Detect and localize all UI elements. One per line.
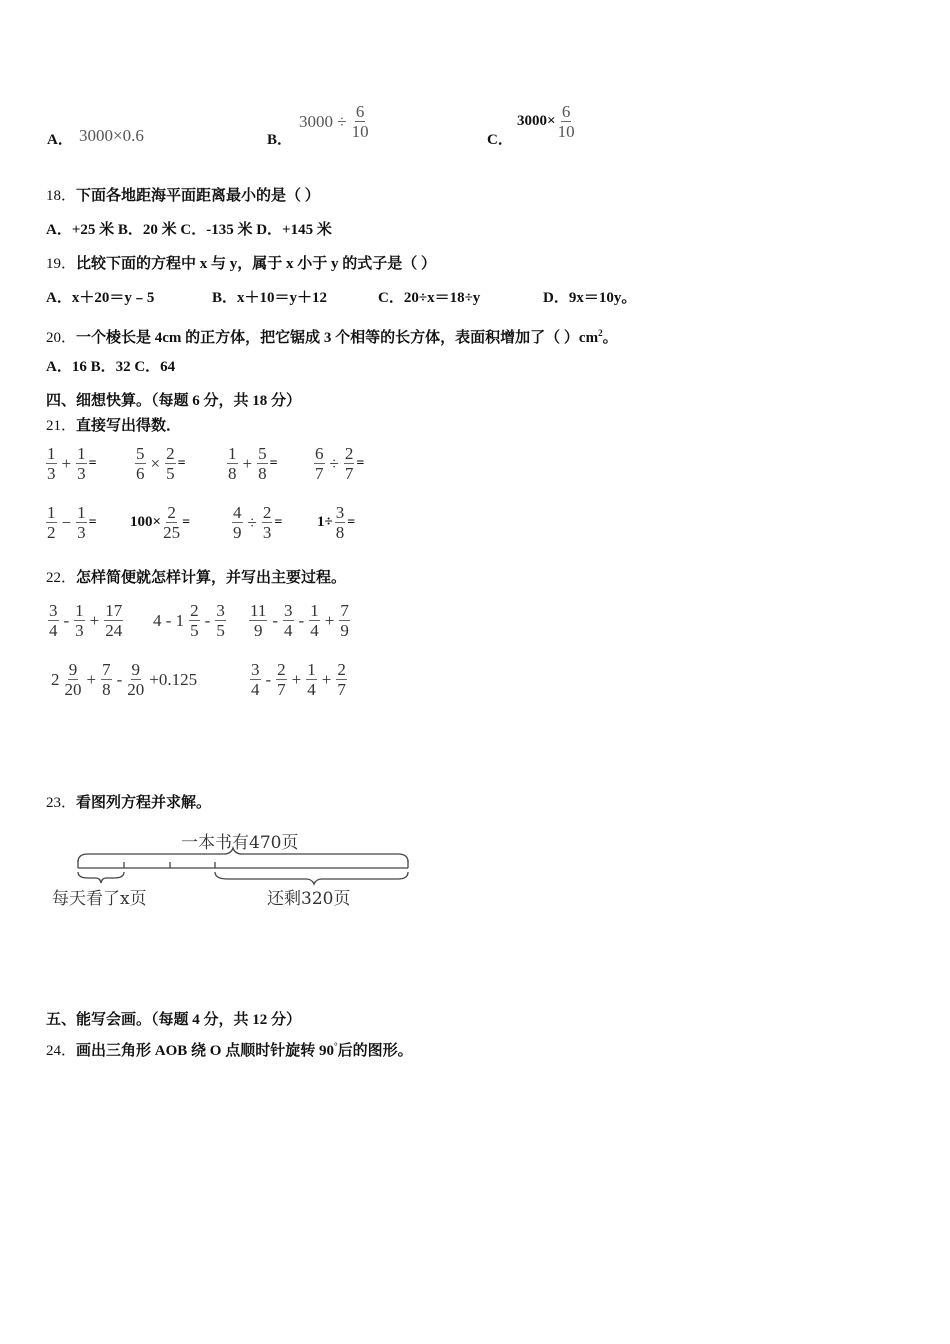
fraction [165, 444, 176, 483]
denominator: 2 [47, 523, 56, 542]
q22-expr-4 [48, 660, 200, 699]
q22-expr-3 [247, 601, 352, 640]
fraction [344, 444, 355, 483]
denominator: 9 [253, 621, 263, 640]
fraction [250, 660, 261, 699]
fraction [558, 102, 575, 141]
denominator: 25 [163, 523, 181, 542]
numerator: 6 [561, 102, 571, 121]
question-22 [46, 568, 346, 588]
fraction [314, 444, 325, 483]
line-segment-diagram [48, 822, 418, 912]
numerator: 3 [216, 601, 225, 620]
numerator: 1 [228, 444, 237, 463]
question-19-option-a: A．x＋20＝y﹣5 [46, 290, 155, 306]
denominator: 9 [233, 523, 242, 542]
expression-term: 3000×0.6 [79, 126, 144, 145]
expression-term: - [298, 610, 305, 630]
expression-term: +0.125 [149, 669, 198, 689]
denominator: 20 [64, 680, 82, 699]
fraction [65, 660, 82, 699]
equals-sign: = [88, 455, 97, 471]
question-number: 19． [46, 256, 77, 272]
question-23 [46, 793, 211, 813]
numerator: 2 [344, 444, 354, 463]
denominator: 7 [337, 680, 346, 699]
expression-term: + [61, 453, 72, 473]
diagram-daily-label: 每天看了x页 [52, 889, 147, 909]
numerator: 9 [68, 660, 78, 679]
denominator: 4 [310, 621, 319, 640]
denominator: 4 [251, 680, 260, 699]
denominator: 8 [258, 464, 267, 483]
question-21 [46, 416, 181, 436]
numerator: 2 [166, 444, 175, 463]
denominator: 10 [557, 122, 575, 141]
expression-term: 3000× [517, 113, 556, 129]
expression-term: + [321, 669, 332, 689]
fraction [135, 444, 146, 483]
q21-expr-5 [44, 503, 97, 542]
fraction [46, 444, 57, 483]
question-end: 。 [602, 330, 618, 346]
question-number: 22． [46, 570, 77, 586]
question-19-option-c: C．20÷x＝18÷y [378, 290, 481, 306]
expression-term: − [61, 512, 72, 532]
numerator: 6 [315, 444, 324, 463]
equals-sign: = [182, 514, 191, 530]
q17-option-b-expr [296, 102, 371, 141]
numerator: 3 [335, 503, 345, 522]
expression-term: 3000 ÷ [299, 111, 347, 131]
numerator: 1 [47, 444, 56, 463]
expression-term: - [63, 610, 70, 630]
fraction [127, 660, 144, 699]
denominator: 20 [127, 680, 145, 699]
denominator: 7 [344, 464, 354, 483]
denominator: 5 [216, 621, 225, 640]
question-20 [46, 323, 618, 348]
denominator: 3 [47, 464, 56, 483]
numerator: 5 [258, 444, 267, 463]
question-number: 21． [46, 418, 77, 434]
fraction [232, 503, 243, 542]
numerator: 6 [355, 102, 365, 121]
denominator: 3 [77, 464, 86, 483]
numerator: 17 [105, 601, 123, 620]
question-19-option-d: D．9x＝10y。 [543, 290, 637, 306]
denominator: 10 [351, 122, 369, 141]
numerator: 1 [310, 601, 319, 620]
equals-sign: = [88, 514, 97, 530]
section-5-title: 五、能写会画。（每题 4 分，共 12 分） [46, 1012, 302, 1028]
numerator: 5 [136, 444, 145, 463]
fraction [104, 601, 123, 640]
expression-term: ÷ [247, 512, 257, 532]
question-19-option-b: B．x＋10＝y＋12 [212, 290, 328, 306]
fraction [74, 601, 85, 640]
equals-sign: = [274, 514, 283, 530]
denominator: 5 [190, 621, 199, 640]
question-number: 18． [46, 188, 77, 204]
equals-sign: = [347, 514, 356, 530]
expression-term: 1÷ [317, 514, 333, 530]
numerator: 4 [233, 503, 242, 522]
question-number: 23． [46, 795, 77, 811]
fraction [163, 503, 180, 542]
equals-sign: = [356, 455, 365, 471]
q21-expr-6 [130, 503, 190, 542]
expression-term: + [324, 610, 335, 630]
expression-term: ÷ [329, 453, 339, 473]
denominator: 6 [136, 464, 145, 483]
fraction [306, 660, 317, 699]
superscript: 2 [598, 328, 603, 338]
fraction [309, 601, 320, 640]
numerator: 9 [131, 660, 141, 679]
numerator: 3 [49, 601, 58, 620]
fraction [189, 601, 200, 640]
denominator: 3 [75, 621, 84, 640]
question-text: 看图列方程并求解。 [76, 795, 212, 811]
expression-term: 2 [51, 669, 60, 689]
numerator: 1 [75, 601, 84, 620]
q17-option-b-letter: B． [267, 132, 293, 148]
numerator: 2 [262, 503, 272, 522]
expression-term: - [204, 610, 211, 630]
q22-expr-1 [46, 601, 125, 640]
fraction [352, 102, 369, 141]
numerator: 3 [251, 660, 260, 679]
fraction [276, 660, 287, 699]
fraction [335, 503, 346, 542]
numerator: 2 [190, 601, 199, 620]
fraction [76, 444, 87, 483]
fraction [101, 660, 112, 699]
question-number: 20． [46, 330, 77, 346]
expression-term: - [116, 669, 123, 689]
denominator: 3 [77, 523, 86, 542]
fraction [46, 503, 57, 542]
numerator: 2 [167, 503, 176, 522]
fraction [249, 601, 267, 640]
denominator: 4 [307, 680, 316, 699]
question-text: 比较下面的方程中 x 与 y，属于 x 小于 y 的式子是（ ） [76, 256, 437, 272]
expression-term: - [272, 610, 279, 630]
question-18 [46, 186, 320, 206]
q17-option-c-letter: C． [487, 132, 513, 148]
numerator: 1 [77, 503, 86, 522]
expression-term: 100× [130, 514, 162, 530]
expression-term: + [291, 669, 302, 689]
q22-expr-2 [150, 601, 228, 640]
numerator: 2 [277, 660, 286, 679]
q21-expr-3 [225, 444, 278, 483]
expression-term: 4 - 1 [153, 610, 185, 630]
question-19 [46, 254, 436, 274]
q21-expr-1 [44, 444, 97, 483]
denominator: 24 [105, 621, 123, 640]
denominator: 7 [277, 680, 286, 699]
numerator: 11 [250, 601, 267, 620]
numerator: 1 [307, 660, 316, 679]
fraction [262, 503, 273, 542]
fraction [48, 601, 59, 640]
q17-option-c-expr [517, 102, 577, 141]
fraction [257, 444, 268, 483]
denominator: 4 [49, 621, 58, 640]
diagram-total-label: 一本书有470页 [181, 833, 299, 853]
fraction [283, 601, 294, 640]
numerator: 7 [340, 601, 349, 620]
expression-term: × [150, 453, 161, 473]
equals-sign: = [269, 455, 278, 471]
fraction [339, 601, 350, 640]
denominator: 9 [340, 621, 349, 640]
expression-term: + [89, 610, 100, 630]
denominator: 8 [102, 680, 111, 699]
q21-expr-8 [317, 503, 355, 542]
question-end: 后的图形。 [337, 1043, 413, 1059]
question-24 [46, 1036, 413, 1061]
degree-sign: ° [333, 1041, 338, 1051]
question-text: 画出三角形 AOB 绕 O 点顺时针旋转 90 [76, 1043, 334, 1059]
fraction [215, 601, 226, 640]
question-number: 24． [46, 1043, 77, 1059]
q21-expr-2 [133, 444, 186, 483]
denominator: 4 [284, 621, 293, 640]
numerator: 2 [337, 660, 346, 679]
question-20-options: A．16 B．32 C．64 [46, 359, 176, 375]
numerator: 1 [77, 444, 86, 463]
denominator: 5 [166, 464, 175, 483]
expression-term: + [86, 669, 97, 689]
fraction [227, 444, 238, 483]
q17-option-a-letter: A． [47, 132, 73, 148]
q21-expr-7 [230, 503, 282, 542]
fraction [76, 503, 87, 542]
expression-term: - [265, 669, 272, 689]
numerator: 1 [47, 503, 56, 522]
question-18-options: A．+25 米 B．20 米 C．-135 米 D．+145 米 [46, 222, 332, 238]
section-4-title: 四、细想快算。（每题 6 分，共 18 分） [46, 393, 302, 409]
equals-sign: = [177, 455, 186, 471]
question-text: 下面各地距海平面距离最小的是（ ） [76, 188, 320, 204]
denominator: 8 [228, 464, 237, 483]
q22-expr-5 [248, 660, 349, 699]
question-text: 直接写出得数． [76, 418, 182, 434]
diagram-remaining-label: 还剩320页 [267, 889, 351, 909]
denominator: 7 [315, 464, 324, 483]
numerator: 7 [102, 660, 111, 679]
numerator: 3 [284, 601, 293, 620]
q17-option-a-expr [76, 126, 147, 146]
fraction [336, 660, 347, 699]
denominator: 3 [262, 523, 272, 542]
denominator: 8 [335, 523, 345, 542]
question-text: 怎样简便就怎样计算，并写出主要过程。 [76, 570, 347, 586]
expression-term: + [242, 453, 253, 473]
q21-expr-4 [312, 444, 364, 483]
question-text: 一个棱长是 4cm 的正方体，把它锯成 3 个相等的长方体，表面积增加了（ ）cm [76, 330, 599, 346]
